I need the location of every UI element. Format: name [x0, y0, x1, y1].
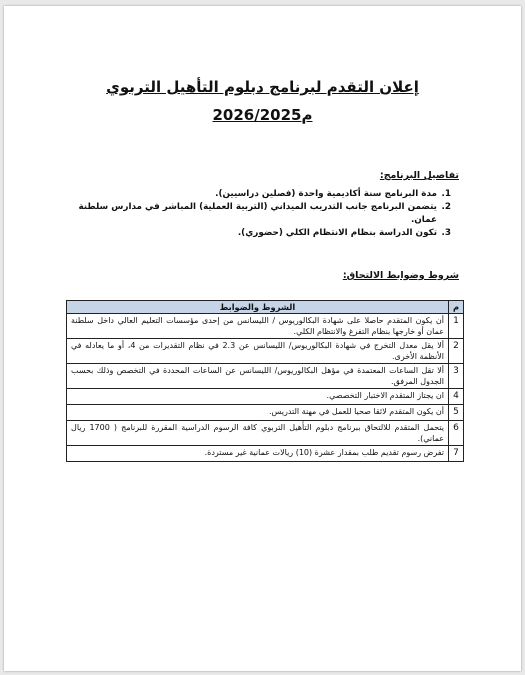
row-number: 5 [449, 405, 464, 421]
row-number: 7 [449, 446, 464, 462]
list-item-number: 1. [441, 189, 451, 199]
table-row [67, 339, 464, 364]
row-number: 6 [449, 421, 464, 446]
academic-year: 2026/2025م [212, 106, 313, 124]
conditions-heading: شروط وضوابط الالتحاق: [342, 270, 459, 281]
column-header-number: م [449, 301, 464, 314]
row-text: ألا يقل معدل التخرج في شهادة البكالوريوس/ الليسانس عن 2.3 في نظام التقديرات من 4، أو ما يعادله في الأنظمة الأخرى. [67, 339, 449, 364]
document-page [4, 6, 521, 671]
table-row [67, 314, 464, 339]
table-row [67, 446, 464, 462]
row-text: أن يكون المتقدم لائقا صحيا للعمل في مهنة التدريس. [67, 405, 449, 421]
row-text: أن يكون المتقدم حاصلا على شهادة البكالوريوس / الليسانس من إحدى مؤسسات التعليم العالي داخل سلطنة عمان أو خارجها بنظام التفرغ والانتظام الكلي. [67, 314, 449, 339]
list-item [76, 201, 451, 227]
list-item-number: 2. [441, 202, 451, 212]
column-header-conditions: الشروط والضوابط [67, 301, 449, 314]
list-item-number: 3. [441, 228, 451, 238]
row-text: تفرض رسوم تقديم طلب بمقدار عشرة (10) ريالات عمانية غير مستردة. [67, 446, 449, 462]
table-row [67, 389, 464, 405]
table-header-row [67, 301, 464, 314]
list-item-text: مدة البرنامج سنة أكاديمية واحدة (فصلين دراسيين). [215, 189, 437, 199]
row-text: ان يجتاز المتقدم الاختبار التخصصي. [67, 389, 449, 405]
row-number: 3 [449, 364, 464, 389]
row-number: 4 [449, 389, 464, 405]
conditions-table [66, 300, 464, 462]
row-text: ألا تقل الساعات المعتمدة في مؤهل البكالوريوس/ الليسانس عن الساعات المحددة في التخصص وذلك بحسب الجدول المرفق. [67, 364, 449, 389]
program-details-list [76, 188, 451, 240]
list-item-text: تكون الدراسة بنظام الانتظام الكلي (حضوري). [237, 228, 437, 238]
row-number: 2 [449, 339, 464, 364]
document-title: إعلان التقدم لبرنامج دبلوم التأهيل التربوي [106, 78, 419, 96]
table-row [67, 364, 464, 389]
table-row [67, 405, 464, 421]
row-text: يتحمل المتقدم للالتحاق ببرنامج دبلوم التأهيل التربوي كافة الرسوم الدراسية المقررة للبرنامج ( 1700 ريال عماني). [67, 421, 449, 446]
list-item [76, 227, 451, 240]
row-number: 1 [449, 314, 464, 339]
program-details-heading: تفاصيل البرنامج: [379, 170, 459, 181]
list-item-text: يتضمن البرنامج جانب التدريب الميداني (التربية العملية) المباشر في مدارس سلطنة عمان. [78, 202, 437, 225]
list-item [76, 188, 451, 201]
table-row [67, 421, 464, 446]
